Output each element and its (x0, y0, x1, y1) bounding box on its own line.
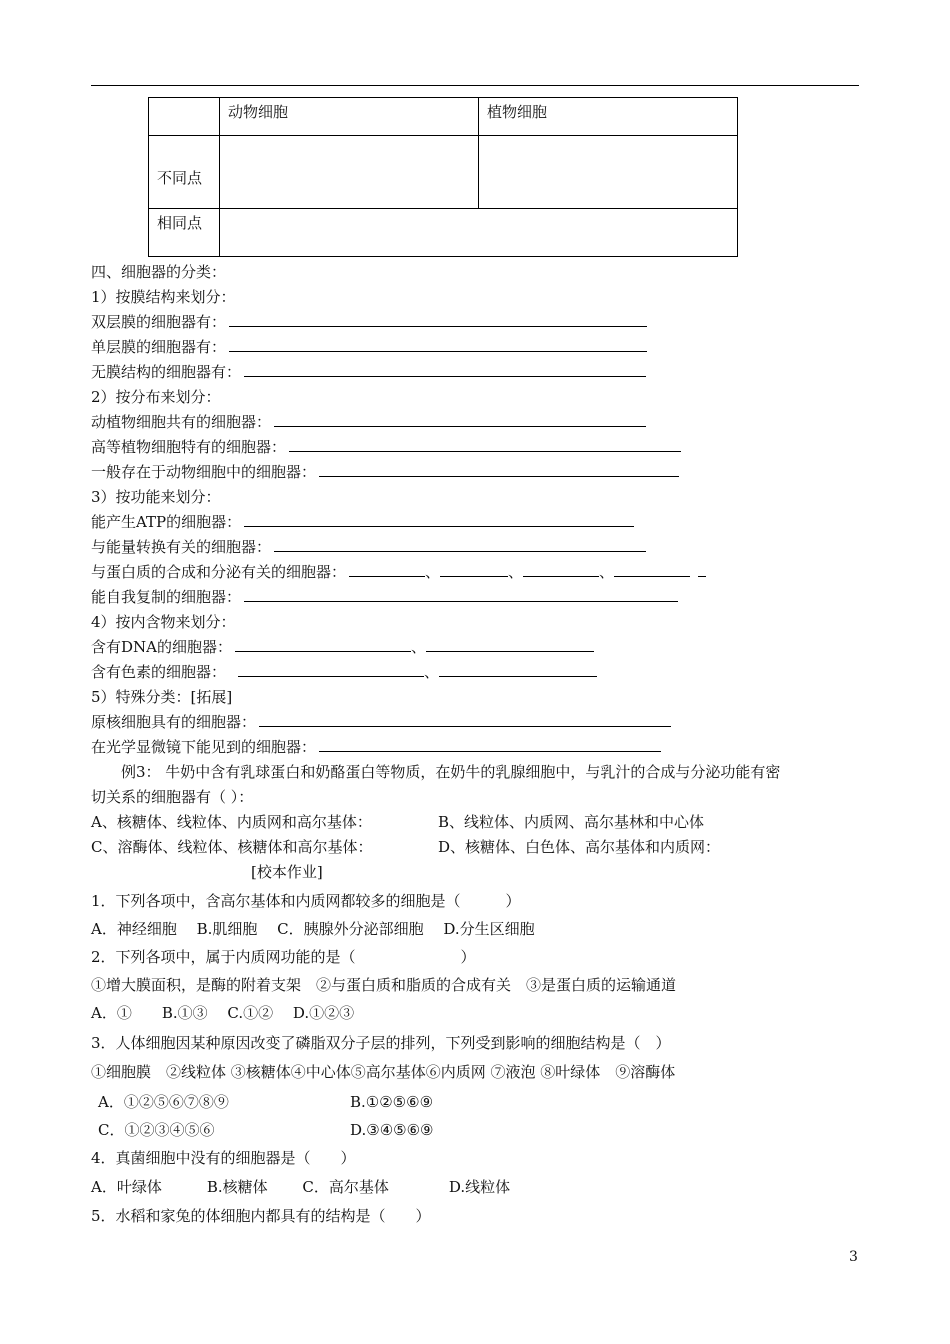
special-prokaryote-blank[interactable] (259, 712, 671, 727)
func-atp-row (91, 512, 634, 532)
header-rule (91, 85, 859, 86)
dist-animal-row (91, 462, 679, 482)
question-4: 4．真菌细胞中没有的细胞器是（ ） (91, 1149, 356, 1167)
contents-pigment-label: 含有色素的细胞器： (91, 663, 227, 681)
page-number: 3 (849, 1249, 858, 1265)
dist-shared-row (91, 412, 646, 432)
dist-plant-row (91, 437, 681, 457)
distribution-heading: 2）按分布来划分： (91, 388, 221, 406)
special-prokaryote-row (91, 712, 671, 732)
dist-plant-blank[interactable] (289, 437, 681, 452)
question-2: 2．下列各项中，属于内质网功能的是（ ） (91, 948, 476, 966)
func-replicate-label: 能自我复制的细胞器： (91, 588, 242, 606)
special-microscope-blank[interactable] (319, 737, 661, 752)
func-protein-row: 与蛋白质的合成和分泌有关的细胞器： 、 、 、 (91, 562, 706, 582)
contents-heading: 4）按内含物来划分： (91, 613, 236, 631)
func-protein-blank-3[interactable] (523, 562, 599, 577)
special-prokaryote-label: 原核细胞具有的细胞器： (91, 713, 257, 731)
section4-title: 四、细胞器的分类： (91, 263, 227, 281)
func-protein-blank-5[interactable] (698, 562, 706, 577)
question-1-options[interactable]: A．神经细胞 B.肌细胞 C．胰腺外分泌部细胞 D.分生区细胞 (91, 920, 535, 938)
membrane-single-label: 单层膜的细胞器有： (91, 338, 227, 356)
question-3-option-d[interactable]: D.③④⑤⑥⑨ (350, 1121, 434, 1139)
membrane-none-label: 无膜结构的细胞器有： (91, 363, 242, 381)
func-protein-label: 与蛋白质的合成和分泌有关的细胞器： (91, 563, 347, 581)
table-row-diff-label: 不同点 (149, 136, 220, 209)
func-atp-blank[interactable] (244, 512, 634, 527)
func-energy-blank[interactable] (274, 537, 646, 552)
question-1: 1．下列各项中，含高尔基体和内质网都较多的细胞是（ ） (91, 892, 521, 910)
func-replicate-blank[interactable] (244, 587, 678, 602)
membrane-double-label: 双层膜的细胞器有： (91, 313, 227, 331)
example3-option-d[interactable]: D、核糖体、白色体、高尔基体和内质网： (438, 838, 721, 856)
homework-title: [校本作业] (251, 863, 323, 881)
membrane-double-row (91, 312, 647, 332)
table-corner-cell (149, 98, 220, 136)
func-protein-blank-2[interactable] (440, 562, 508, 577)
dist-animal-label: 一般存在于动物细胞中的细胞器： (91, 463, 317, 481)
special-microscope-label: 在光学显微镜下能见到的细胞器： (91, 738, 317, 756)
membrane-single-blank[interactable] (229, 337, 647, 352)
table-header-plant: 植物细胞 (479, 98, 738, 136)
question-3: 3．人体细胞因某种原因改变了磷脂双分子层的排列，下列受到影响的细胞结构是（ ） (91, 1034, 671, 1052)
table-row-same-label: 相同点 (149, 209, 220, 257)
contents-dna-row: 含有DNA的细胞器： 、 (91, 637, 594, 657)
contents-dna-blank-1[interactable] (235, 637, 411, 652)
question-3-option-b[interactable]: B.①②⑤⑥⑨ (350, 1093, 434, 1111)
membrane-none-blank[interactable] (244, 362, 646, 377)
table-cell-diff-plant[interactable] (479, 136, 738, 209)
example3-option-a[interactable]: A、核糖体、线粒体、内质网和高尔基体： (91, 813, 372, 831)
function-heading: 3）按功能来划分： (91, 488, 221, 506)
question-3-option-c[interactable]: C．①②③④⑤⑥ (98, 1121, 215, 1139)
example3-option-b[interactable]: B、线粒体、内质网、高尔基林和中心体 (438, 813, 705, 831)
contents-pigment-blank-2[interactable] (439, 662, 597, 677)
question-2-items: ①增大膜面积，是酶的附着支架 ②与蛋白质和脂质的合成有关 ③是蛋白质的运输通道 (91, 976, 677, 994)
comparison-table (148, 97, 738, 257)
membrane-double-blank[interactable] (229, 312, 647, 327)
table-cell-same[interactable] (220, 209, 738, 257)
question-4-options[interactable]: A．叶绿体 B.核糖体 C．高尔基体 D.线粒体 (91, 1178, 511, 1196)
example3-option-c[interactable]: C、溶酶体、线粒体、核糖体和高尔基体： (91, 838, 373, 856)
table-header-animal: 动物细胞 (220, 98, 479, 136)
func-energy-row (91, 537, 646, 557)
table-cell-diff-animal[interactable] (220, 136, 479, 209)
contents-dna-blank-2[interactable] (426, 637, 594, 652)
example3-line1: 例3： 牛奶中含有乳球蛋白和奶酪蛋白等物质，在奶牛的乳腺细胞中，与乳汁的合成与分泌功能有密 (121, 763, 781, 781)
func-energy-label: 与能量转换有关的细胞器： (91, 538, 272, 556)
membrane-none-row (91, 362, 646, 382)
func-atp-label: 能产生ATP的细胞器： (91, 513, 242, 531)
question-3-option-a[interactable]: A．①②⑤⑥⑦⑧⑨ (98, 1093, 229, 1111)
membrane-single-row (91, 337, 647, 357)
contents-pigment-row: 含有色素的细胞器： 、 (91, 662, 597, 682)
contents-dna-label: 含有DNA的细胞器： (91, 638, 232, 656)
func-replicate-row (91, 587, 678, 607)
dist-shared-label: 动植物细胞共有的细胞器： (91, 413, 272, 431)
func-protein-blank-1[interactable] (349, 562, 425, 577)
dist-animal-blank[interactable] (319, 462, 679, 477)
question-3-items: ①细胞膜 ②线粒体 ③核糖体④中心体⑤高尔基体⑥内质网 ⑦液泡 ⑧叶绿体 ⑨溶酶体 (91, 1063, 676, 1081)
dist-plant-label: 高等植物细胞特有的细胞器： (91, 438, 287, 456)
contents-pigment-blank-1[interactable] (238, 662, 424, 677)
special-microscope-row (91, 737, 661, 757)
dist-shared-blank[interactable] (274, 412, 646, 427)
func-protein-blank-4[interactable] (614, 562, 690, 577)
membrane-heading: 1）按膜结构来划分： (91, 288, 236, 306)
example3-line2: 切关系的细胞器有（ ）： (91, 788, 254, 806)
special-heading: 5）特殊分类：[拓展] (91, 688, 233, 706)
question-5: 5．水稻和家兔的体细胞内都具有的结构是（ ） (91, 1207, 431, 1225)
question-2-options[interactable]: A．① B.①③ C.①② D.①②③ (91, 1004, 355, 1022)
